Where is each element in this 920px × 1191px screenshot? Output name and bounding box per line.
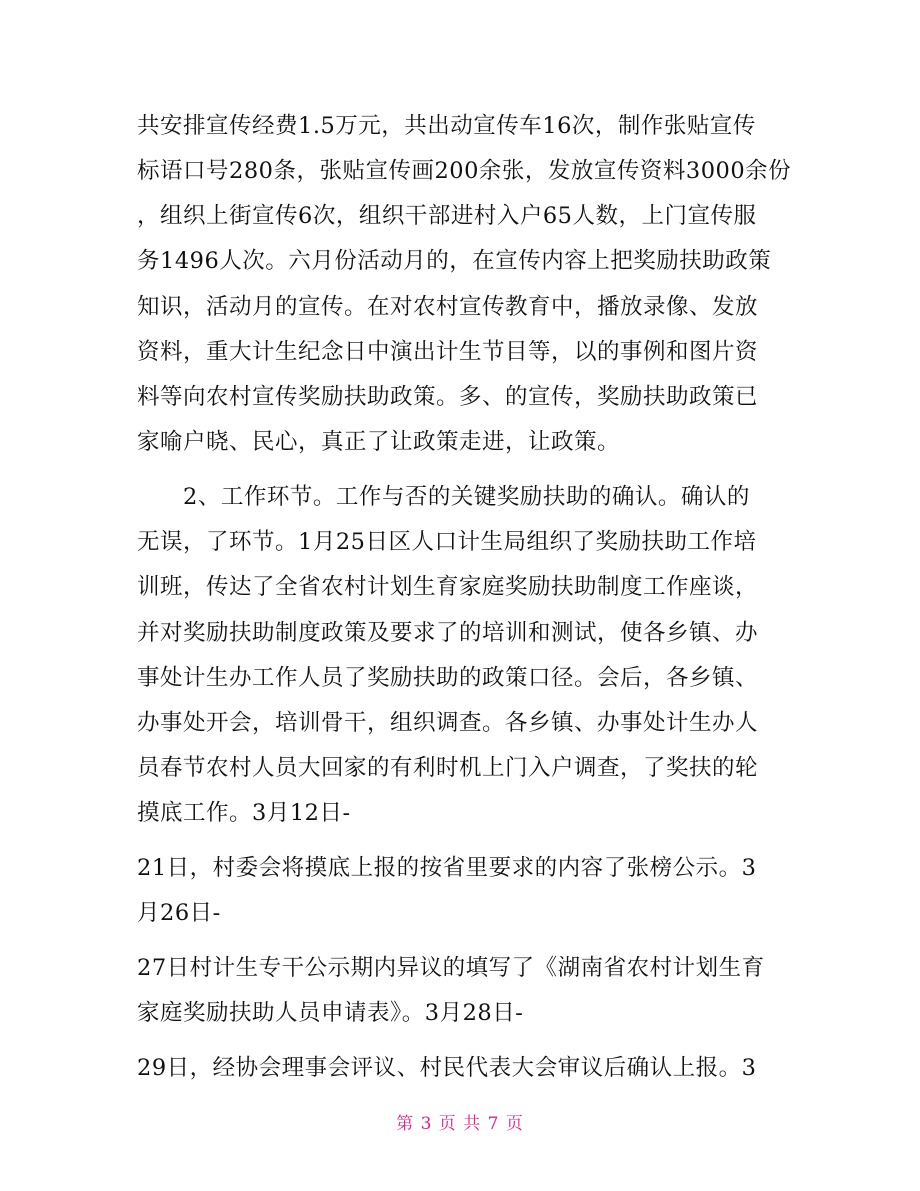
body-text-line: 家喻户晓、民心，真正了让政策走进，让政策。 xyxy=(137,429,621,455)
body-text-line: 家庭奖励扶助人员申请表》。3月28日- xyxy=(137,1000,524,1026)
body-text-line: 29日，经协会理事会评议、村民代表大会审议后确认上报。3 xyxy=(137,1055,757,1081)
body-text-line: 务1496人次。六月份活动月的，在宣传内容上把奖励扶助政策 xyxy=(137,248,772,274)
body-text-line: 训班，传达了全省农村计划生育家庭奖励扶助制度工作座谈， xyxy=(137,574,759,600)
body-text-line: 21日，村委会将摸底上报的按省里要求的内容了张榜公示。3 xyxy=(137,855,757,881)
page-number-footer: 第 3 页 共 7 页 xyxy=(396,1114,524,1134)
body-text-line: 资料，重大计生纪念日中演出计生节目等，以的事例和图片资 xyxy=(137,339,759,365)
body-text-line: 员春节农村人员大回家的有利时机上门入户调查，了奖扶的轮 xyxy=(137,755,759,781)
body-text-line: 共安排宣传经费1.5万元，共出动宣传车16次，制作张贴宣传 xyxy=(137,113,756,139)
body-text-line: 事处计生办工作人员了奖励扶助的政策口径。会后，各乡镇、 xyxy=(137,665,759,691)
body-text-line: 料等向农村宣传奖励扶助政策。多、的宣传，奖励扶助政策已 xyxy=(137,384,759,410)
body-text-line: 27日村计生专干公示期内异议的填写了《湖南省农村计划生育 xyxy=(137,955,765,981)
body-text-line: 2、工作环节。工作与否的关键奖励扶助的确认。确认的 xyxy=(137,484,750,510)
body-text-line: 无误，了环节。1月25日区人口计生局组织了奖励扶助工作培 xyxy=(137,529,757,555)
body-text-line: 月26日- xyxy=(137,900,221,926)
body-text-line: ，组织上街宣传6次，组织干部进村入户65人数，上门宣传服 xyxy=(137,203,757,229)
body-text-line: 办事处开会，培训骨干，组织调查。各乡镇、办事处计生办人 xyxy=(137,710,759,736)
body-text-line: 标语口号280条，张贴宣传画200余张，发放宣传资料3000余份 xyxy=(137,158,792,184)
body-text-line: 知识，活动月的宣传。在对农村宣传教育中，播放录像、发放 xyxy=(137,294,759,320)
body-text-line: 摸底工作。3月12日- xyxy=(137,800,351,826)
body-text-line: 并对奖励扶助制度政策及要求了的培训和测试，使各乡镇、办 xyxy=(137,620,759,646)
